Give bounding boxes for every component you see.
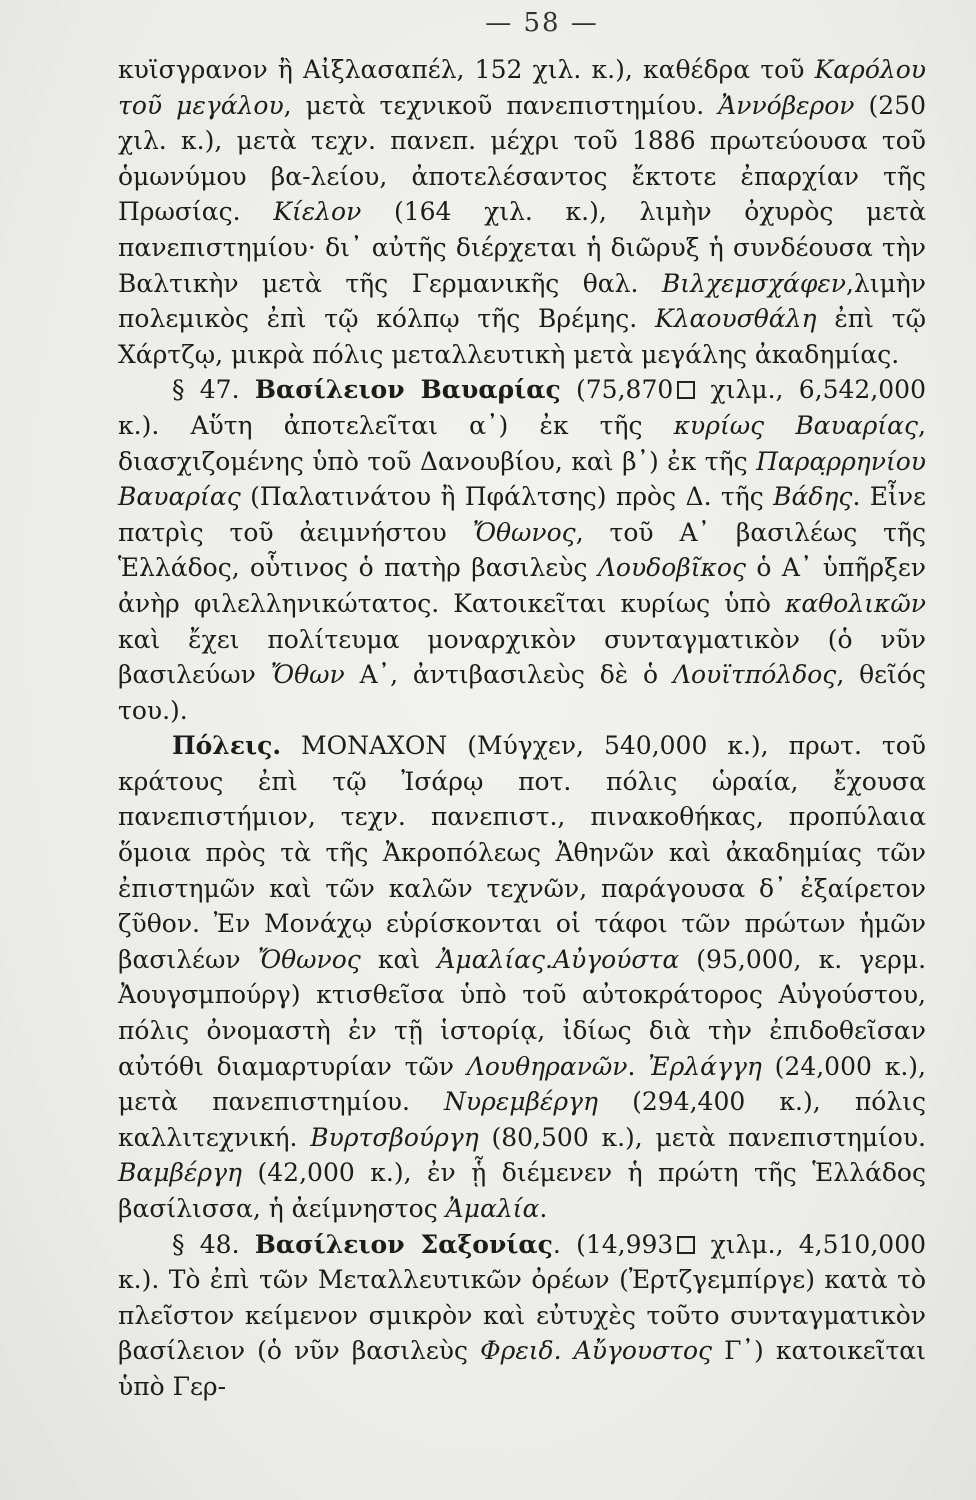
italic-name: Ὄθωνος [257, 944, 361, 974]
italic-name: Καρόλου τοῦ μεγάλου [118, 55, 926, 120]
page-body [118, 52, 926, 1405]
italic-name: Φρειδ. Αὔγουστος [480, 1336, 713, 1366]
section-heading-saxony: Βασίλειον Σαξονίας [254, 1229, 553, 1259]
text-run: (42,000 κ.), ἐν ᾗ διέμενεν ἡ πρώτη τῆς Ἑλλάδος βασίλισσα, ἡ ἀείμνηστος [118, 1158, 926, 1223]
section-number: § 48. [172, 1229, 255, 1259]
text-run: . Εἶνε πατρὶς τοῦ ἀειμνήστου [118, 482, 926, 547]
text-run: χιλμ., 4,510,000 κ.). Τὸ ἐπὶ τῶν Μεταλλευτικῶν ὀρέων (Ἐρτζγεμπίργε) κατὰ τὸ πλεῖστον κείμενον σμικρὸν καὶ εὐτυχὲς τοῦτο συνταγματικὸν βασίλειον (ὁ νῦν βασιλεὺς [118, 1229, 927, 1366]
italic-name: Ἐρλάγγη [648, 1051, 762, 1081]
text-run: (250 χιλ. κ.), μετὰ τεχν. πανεπ. μέχρι τοῦ 1886 πρωτεύουσα τοῦ ὁμωνύμου βα-λείου, ἀποτελέσαντος ἔκτοτε ἐπαρχίαν τῆς Πρωσίας. [118, 90, 926, 227]
italic-name: καθολικῶν [784, 588, 926, 618]
text-run: καὶ ἔχει πολίτευμα μοναρχικὸν συνταγματικὸν (ὁ νῦν βασιλεύων [118, 624, 926, 690]
italic-name: Βιλχεμσχάφεν [661, 268, 846, 298]
text-run: . [545, 944, 553, 974]
italic-name: Παρα̣ρρηνίου Βαυαρίας [118, 446, 926, 512]
italic-name: Ἀμαλία [445, 1194, 540, 1223]
italic-name: Βυρτσβούργη [310, 1122, 479, 1152]
text-run: , μετὰ τεχνικοῦ πανεπιστημίου. [283, 90, 719, 120]
text-run: (75,870 [560, 375, 674, 405]
text-run: χιλμ., 6,542,000 κ.). Αὕτη ἀποτελεῖται α᾽) ἐκ τῆς [118, 375, 926, 440]
paragraph-bavaria [118, 372, 926, 728]
italic-name: Βάδης [773, 482, 853, 512]
paragraph-bavaria-cities [118, 728, 926, 1226]
text-run: ΜΟΝΑΧΟΝ (Μύγχεν, 540,000 κ.), πρωτ. τοῦ κράτους ἐπὶ τῷ Ἰσάρῳ ποτ. πόλις ὡραία, ἔχουσα πανεπιστήμιον, τεχν. πανεπιστ., πινακοθήκας, προπύλαια ὅμοια πρὸς τὰ τῆς Ἀκροπόλεως Ἀθηνῶν καὶ ἀκαδημίας τῶν ἐπιστημῶν καὶ τῶν καλῶν τεχνῶν, παράγουσα δ᾽ ἐξαίρετον ζῦθον. Ἐν Μονάχῳ εὑρίσκονται οἱ τάφοι τῶν πρώτων ἡμῶν βασιλέων [118, 731, 926, 974]
page-number: — 58 — [485, 8, 599, 38]
text-run: (164 χιλ. κ.), λιμὴν ὀχυρὸς μετὰ πανεπιστημίου· δι᾽ αὐτῆς διέρχεται ἡ διῶρυξ ἡ συνδέουσα τὴν Βαλτικὴν μετὰ τῆς Γερμανικῆς θαλ. [118, 197, 927, 298]
text-run: κυϊσγρανον ἢ Αἰξλασαπέλ, 152 χιλ. κ.), καθέδρα τοῦ [118, 55, 815, 84]
italic-name: Λουϊτπόλδος [672, 660, 837, 690]
cities-heading: Πόλεις. [172, 731, 282, 761]
text-run: , τοῦ Α᾽ βασιλέως τῆς Ἑλλάδος, οὗτινος ὁ πατὴρ βασιλεὺς [118, 517, 926, 583]
italic-name: Βαμβέργη [118, 1158, 242, 1188]
italic-name: Ὄθωνος [472, 517, 576, 547]
text-run: . [627, 1051, 649, 1081]
text-run: , διασχιζομένης ὑπὸ τοῦ Δανουβίου, καὶ β᾽) ἐκ τῆς [118, 410, 926, 476]
italic-name: Ἀμαλίας [437, 944, 546, 974]
italic-name: Ἀννόβερον [718, 90, 855, 120]
text-run: (95,000, κ. γερμ. Ἀουγσμπούργ) κτισθεῖσα ὑπὸ τοῦ αὐτοκράτορος Αὐγούστου, πόλις ὀνομαστὴ ἐν τῇ ἱστορίᾳ, ἰδίως διὰ τὴν ἐπιδοθεῖσαν αὐτόθι διαμαρτυρίαν τῶν [118, 944, 927, 1081]
italic-name: Νυρεμβέργη [444, 1087, 598, 1117]
text-run: ,λιμὴν πολεμικὸς ἐπὶ τῷ κόλπῳ τῆς Βρέμης. [118, 268, 926, 334]
text-run: καὶ [360, 944, 438, 974]
italic-name: Κίελον [273, 197, 362, 227]
text-run: . [539, 1194, 548, 1223]
text-run: (Παλατινάτου ἢ Πφάλτσης) πρὸς Δ. τῆς [240, 482, 774, 512]
text-run: , θεῖός του.). [118, 660, 926, 725]
text-run: (294,400 κ.), πόλις καλλιτεχνική. [118, 1087, 926, 1152]
square-icon [677, 1236, 695, 1254]
text-run: ἐπὶ τῷ Χάρτζῳ, μικρὰ πόλις μεταλλευτικὴ μετὰ μεγάλης ἀκαδημίας. [118, 304, 926, 369]
section-heading-bavaria: Βασίλειον Βαυαρίας [254, 375, 561, 405]
italic-name: Λουθηρανῶν [466, 1051, 628, 1081]
section-number: § 47. [172, 375, 255, 405]
italic-name: Αὐγούστα [552, 944, 680, 974]
text-run: Α᾽, ἀντιβασιλεὺς δὲ ὁ [344, 660, 673, 690]
paragraph-saxony [118, 1227, 926, 1405]
italic-name: κυρίως Βαυαρίας [673, 410, 919, 440]
text-run: (24,000 κ.), μετὰ πανεπιστημίου. [118, 1051, 926, 1117]
italic-name: Κλαουσθάλη [655, 304, 817, 334]
text-run: ὁ Α᾽ ὑπῆρξεν ἀνὴρ φιλελληνικώτατος. Κατοικεῖται κυρίως ὑπὸ [118, 553, 926, 618]
text-run: (80,500 κ.), μετὰ πανεπιστημίου. [478, 1122, 926, 1152]
paragraph-prussia-cities [118, 52, 926, 372]
italic-name: Λουδοβῖκος [597, 553, 746, 583]
square-icon [677, 381, 695, 399]
text-run: Γ᾽) κατοικεῖται ὑπὸ Γερ- [118, 1336, 926, 1401]
italic-name: Ὄθων [270, 660, 345, 690]
text-run: . (14,993 [552, 1229, 674, 1259]
